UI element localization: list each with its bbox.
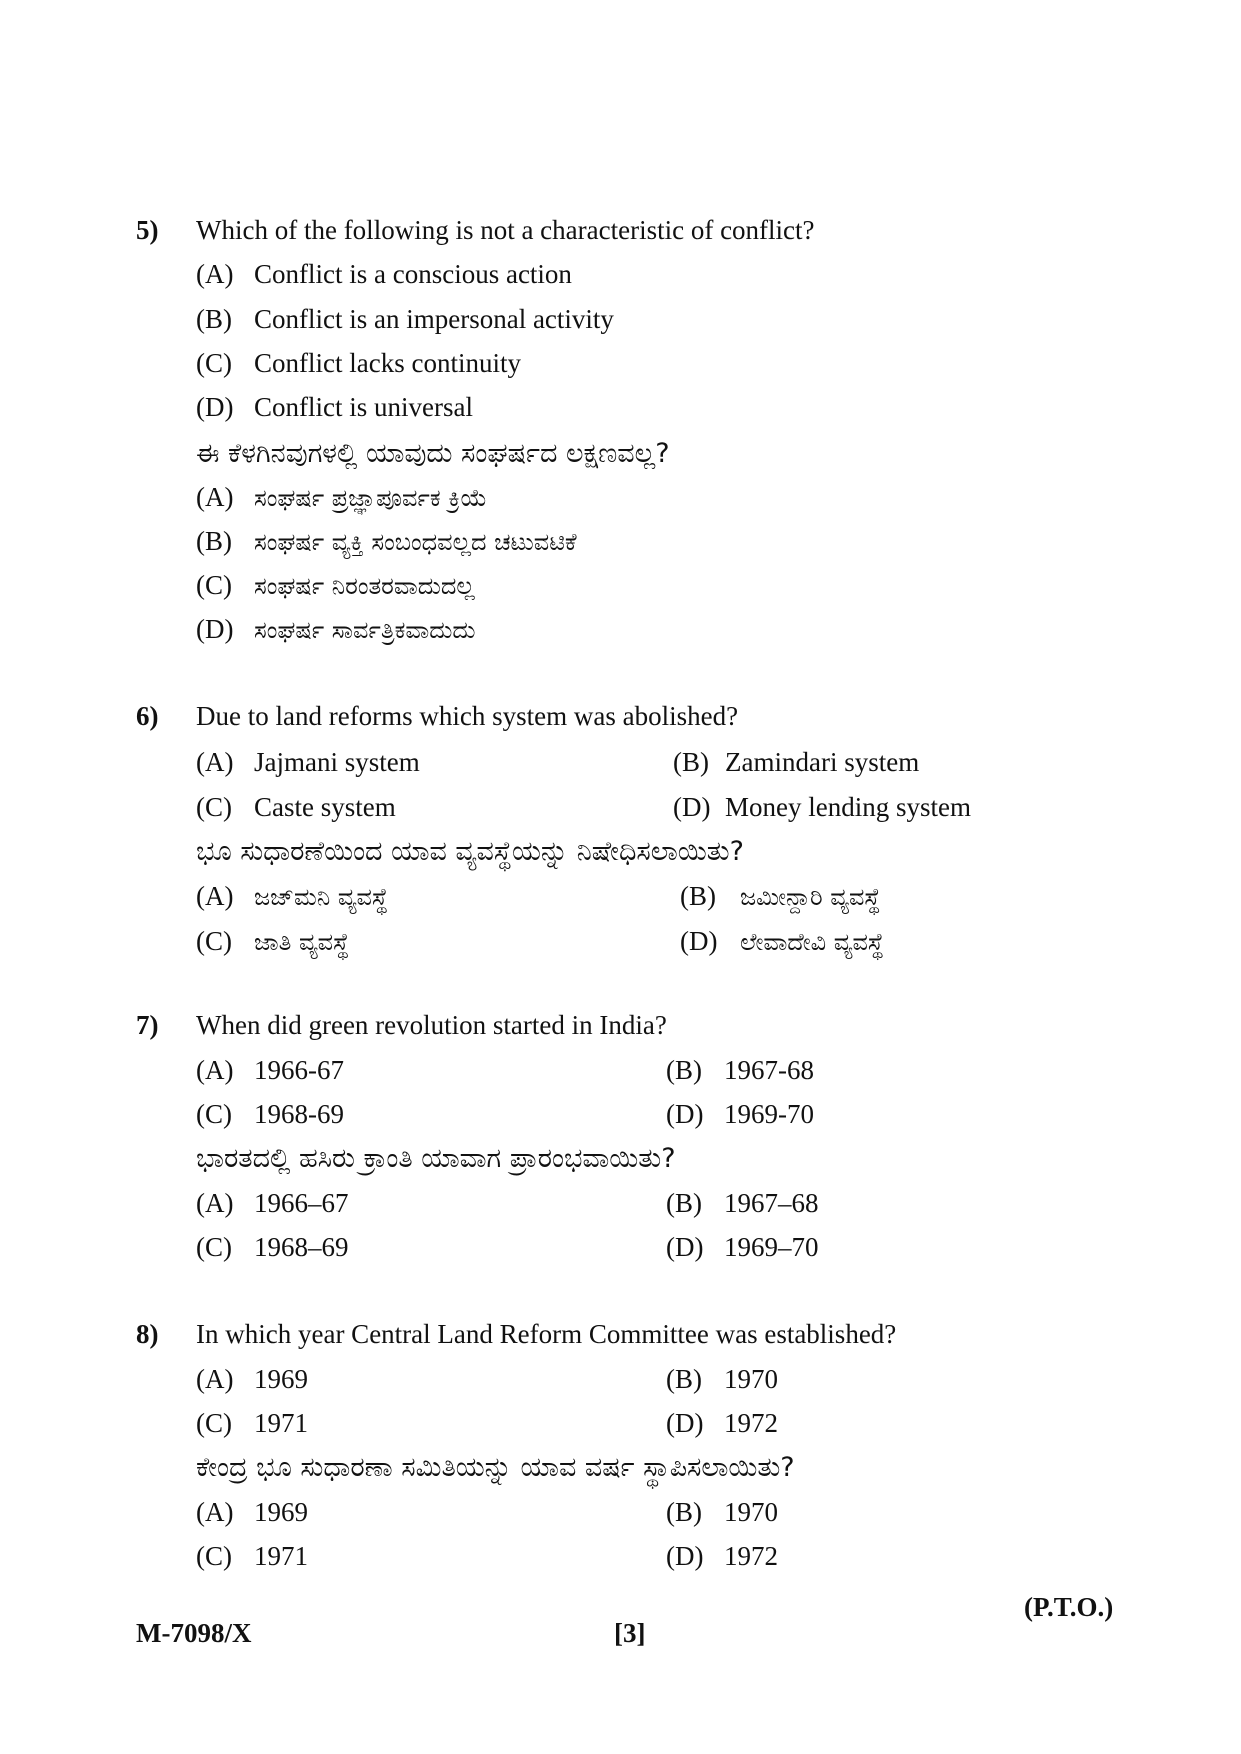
question-number: 7)	[136, 1010, 159, 1040]
option-a-en: (A) 1969	[196, 1364, 308, 1394]
option-d-kn: (D) 1972	[666, 1541, 778, 1571]
option-c-kn: (C) 1968–69	[196, 1232, 349, 1262]
option-d-en: (D) Money lending system	[673, 792, 971, 822]
option-a-en: (A) Jajmani system	[196, 747, 420, 777]
option-b-kn: (B) ಸಂಘರ್ಷ ವ್ಯಕ್ತಿ ಸಂಬಂಧವಲ್ಲದ ಚಟುವಟಿಕೆ	[196, 526, 577, 556]
option-a-kn: (A) 1966–67	[196, 1188, 349, 1218]
option-a-en: (A) Conflict is a conscious action	[196, 259, 572, 289]
question-number: 5)	[136, 215, 159, 245]
option-d-kn: (D) ಸಂಘರ್ಷ ಸಾರ್ವತ್ರಿಕವಾದುದು	[196, 614, 476, 644]
option-b-kn: (B) 1967–68	[666, 1188, 819, 1218]
option-c-en: (C) Conflict lacks continuity	[196, 348, 521, 378]
paper-code: M-7098/X	[136, 1618, 252, 1648]
question-text-kn: ಕೇಂದ್ರ ಭೂ ಸುಧಾರಣಾ ಸಮಿತಿಯನ್ನು ಯಾವ ವರ್ಷ ಸ್ಥಾಪಿಸಲಾಯಿತು?	[196, 1452, 795, 1483]
option-b-en: (B) 1970	[666, 1364, 778, 1394]
option-a-kn: (A) 1969	[196, 1497, 308, 1527]
option-b-kn: (B) 1970	[666, 1497, 778, 1527]
question-6-stem	[136, 700, 738, 732]
question-text-kn: ಈ ಕೆಳಗಿನವುಗಳಲ್ಲಿ ಯಾವುದು ಸಂಘರ್ಷದ ಲಕ್ಷಣವಲ್ಲ?	[196, 438, 670, 469]
question-5-stem	[136, 214, 815, 246]
option-b-kn: (B) ಜಮೀನ್ದಾರಿ ವ್ಯವಸ್ಥೆ	[680, 881, 881, 911]
option-d-en: (D) 1969-70	[666, 1099, 814, 1129]
option-a-kn: (A) ಸಂಘರ್ಷ ಪ್ರಜ್ಞಾಪೂರ್ವಕ ಕ್ರಿಯೆ	[196, 482, 488, 512]
question-text-kn: ಭೂ ಸುಧಾರಣೆಯಿಂದ ಯಾವ ವ್ಯವಸ್ಥೆಯನ್ನು ನಿಷೇಧಿಸಲಾಯಿತು?	[196, 836, 744, 867]
question-text-en: When did green revolution started in India?	[196, 1010, 667, 1040]
option-c-kn: (C) ಜಾತಿ ವ್ಯವಸ್ಥೆ	[196, 926, 350, 956]
question-text-kn: ಭಾರತದಲ್ಲಿ ಹಸಿರು ಕ್ರಾಂತಿ ಯಾವಾಗ ಪ್ರಾರಂಭವಾಯಿತು?	[196, 1143, 676, 1174]
pto-marker: (P.T.O.)	[1024, 1592, 1114, 1622]
option-b-en: (B) 1967-68	[666, 1055, 814, 1085]
question-8-stem	[136, 1318, 896, 1350]
option-c-en: (C) 1968-69	[196, 1099, 344, 1129]
question-text-en: Due to land reforms which system was abolished?	[196, 701, 739, 731]
question-7-stem	[136, 1009, 667, 1041]
option-d-kn: (D) ಲೇವಾದೇವಿ ವ್ಯವಸ್ಥೆ	[680, 926, 885, 956]
option-a-en: (A) 1966-67	[196, 1055, 344, 1085]
question-text-en: Which of the following is not a characteristic of conflict?	[196, 215, 815, 245]
option-c-en: (C) Caste system	[196, 792, 396, 822]
option-c-en: (C) 1971	[196, 1408, 308, 1438]
page-number: [3]	[614, 1618, 646, 1648]
question-number: 6)	[136, 701, 159, 731]
option-b-en: (B) Conflict is an impersonal activity	[196, 304, 614, 334]
question-text-en: In which year Central Land Reform Committee was established?	[196, 1319, 897, 1349]
option-c-kn: (C) ಸಂಘರ್ಷ ನಿರಂತರವಾದುದಲ್ಲ	[196, 570, 475, 600]
option-c-kn: (C) 1971	[196, 1541, 308, 1571]
option-b-en: (B) Zamindari system	[673, 747, 920, 777]
question-number: 8)	[136, 1319, 159, 1349]
option-a-kn: (A) ಜಜ್‌ಮನಿ ವ್ಯವಸ್ಥೆ	[196, 881, 389, 911]
option-d-kn: (D) 1969–70	[666, 1232, 819, 1262]
option-d-en: (D) 1972	[666, 1408, 778, 1438]
option-d-en: (D) Conflict is universal	[196, 392, 473, 422]
